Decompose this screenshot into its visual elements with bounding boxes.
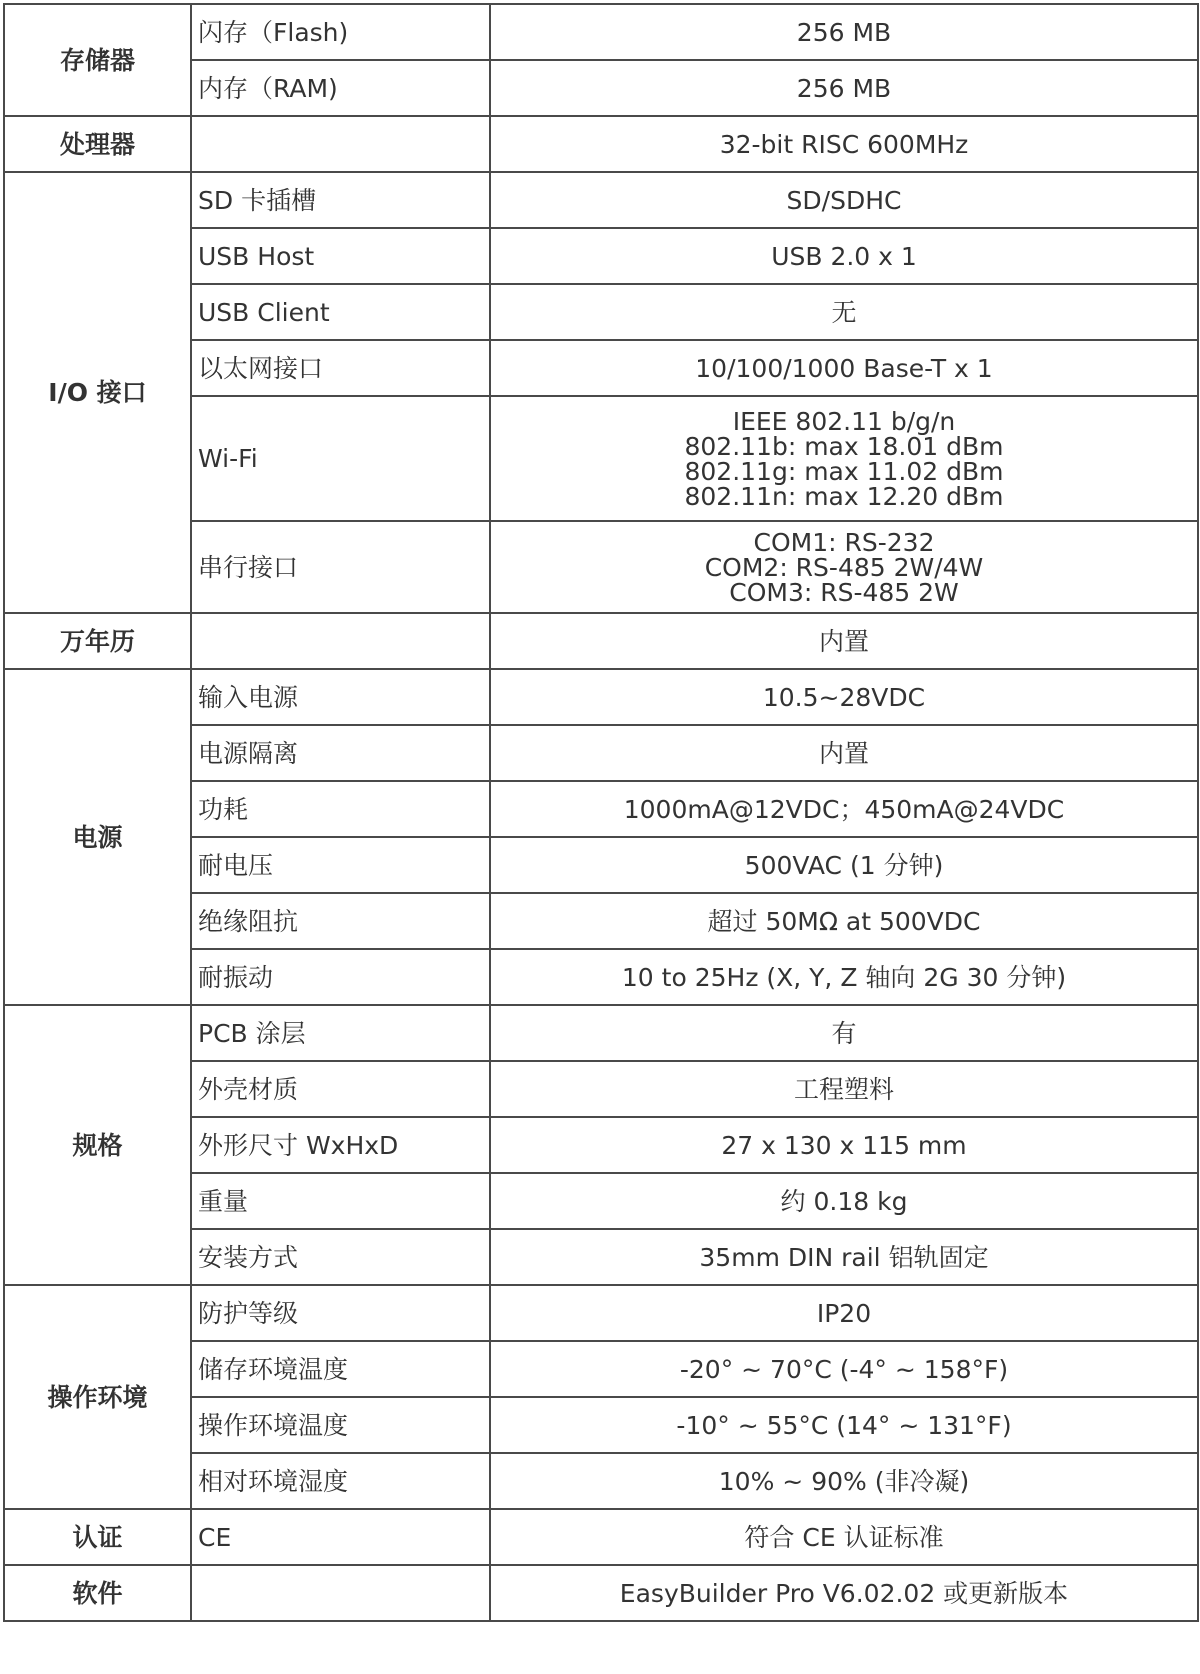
spec-value: 内置 [490, 725, 1198, 781]
spec-value: 无 [490, 284, 1198, 340]
spec-value: 256 MB [490, 4, 1198, 60]
category-cell: 存储器 [4, 4, 191, 116]
table-row [4, 613, 1198, 669]
category-cell: 操作环境 [4, 1285, 191, 1509]
spec-label: 闪存（Flash) [191, 4, 490, 60]
spec-value: 超过 50MΩ at 500VDC [490, 893, 1198, 949]
table-row [4, 1005, 1198, 1061]
spec-value: 内置 [490, 613, 1198, 669]
spec-value: 35mm DIN rail 铝轨固定 [490, 1229, 1198, 1285]
category-cell: 处理器 [4, 116, 191, 172]
spec-value: 工程塑料 [490, 1061, 1198, 1117]
table-row [4, 172, 1198, 228]
table-row [4, 1285, 1198, 1341]
table-row [4, 1509, 1198, 1565]
spec-label: 耐振动 [191, 949, 490, 1005]
spec-label: 外壳材质 [191, 1061, 490, 1117]
category-cell: 电源 [4, 669, 191, 1005]
spec-label: 绝缘阻抗 [191, 893, 490, 949]
spec-label [191, 116, 490, 172]
spec-value: 有 [490, 1005, 1198, 1061]
spec-value: 1000mA@12VDC；450mA@24VDC [490, 781, 1198, 837]
spec-label [191, 613, 490, 669]
spec-label: 以太网接口 [191, 340, 490, 396]
category-cell: 万年历 [4, 613, 191, 669]
spec-value: 500VAC (1 分钟) [490, 837, 1198, 893]
spec-value: IEEE 802.11 b/g/n 802.11b: max 18.01 dBm 802.11g: max 11.02 dBm 802.11n: max 12.20 dBm [490, 396, 1198, 521]
spec-value: USB 2.0 x 1 [490, 228, 1198, 284]
spec-label: 输入电源 [191, 669, 490, 725]
category-cell: 软件 [4, 1565, 191, 1621]
spec-value: EasyBuilder Pro V6.02.02 或更新版本 [490, 1565, 1198, 1621]
table-row [4, 669, 1198, 725]
spec-value: COM1: RS-232 COM2: RS-485 2W/4W COM3: RS-485 2W [490, 521, 1198, 613]
spec-value: 10% ~ 90% (非冷凝) [490, 1453, 1198, 1509]
spec-label: 电源隔离 [191, 725, 490, 781]
spec-label [191, 1565, 490, 1621]
spec-value: 约 0.18 kg [490, 1173, 1198, 1229]
spec-label: 重量 [191, 1173, 490, 1229]
category-cell: 认证 [4, 1509, 191, 1565]
spec-label: Wi-Fi [191, 396, 490, 521]
table-row [4, 116, 1198, 172]
spec-label: 安装方式 [191, 1229, 490, 1285]
spec-label: PCB 涂层 [191, 1005, 490, 1061]
spec-label: 串行接口 [191, 521, 490, 613]
category-cell: I/O 接口 [4, 172, 191, 613]
spec-value: 256 MB [490, 60, 1198, 116]
spec-label: USB Client [191, 284, 490, 340]
spec-value: SD/SDHC [490, 172, 1198, 228]
spec-label: 操作环境温度 [191, 1397, 490, 1453]
spec-value: -20° ~ 70°C (-4° ~ 158°F) [490, 1341, 1198, 1397]
spec-value: 符合 CE 认证标准 [490, 1509, 1198, 1565]
spec-value: 27 x 130 x 115 mm [490, 1117, 1198, 1173]
spec-label: 内存（RAM) [191, 60, 490, 116]
table-row [4, 1565, 1198, 1621]
spec-label: 功耗 [191, 781, 490, 837]
spec-table [3, 3, 1199, 1622]
spec-label: SD 卡插槽 [191, 172, 490, 228]
spec-value: IP20 [490, 1285, 1198, 1341]
spec-label: 储存环境温度 [191, 1341, 490, 1397]
spec-value: 10/100/1000 Base-T x 1 [490, 340, 1198, 396]
spec-label: 耐电压 [191, 837, 490, 893]
category-cell: 规格 [4, 1005, 191, 1285]
spec-value: 10 to 25Hz (X, Y, Z 轴向 2G 30 分钟) [490, 949, 1198, 1005]
spec-value: 32-bit RISC 600MHz [490, 116, 1198, 172]
spec-label: 防护等级 [191, 1285, 490, 1341]
spec-label: USB Host [191, 228, 490, 284]
table-row [4, 4, 1198, 60]
spec-value: 10.5~28VDC [490, 669, 1198, 725]
spec-label: 相对环境湿度 [191, 1453, 490, 1509]
spec-label: 外形尺寸 WxHxD [191, 1117, 490, 1173]
spec-value: -10° ~ 55°C (14° ~ 131°F) [490, 1397, 1198, 1453]
spec-label: CE [191, 1509, 490, 1565]
